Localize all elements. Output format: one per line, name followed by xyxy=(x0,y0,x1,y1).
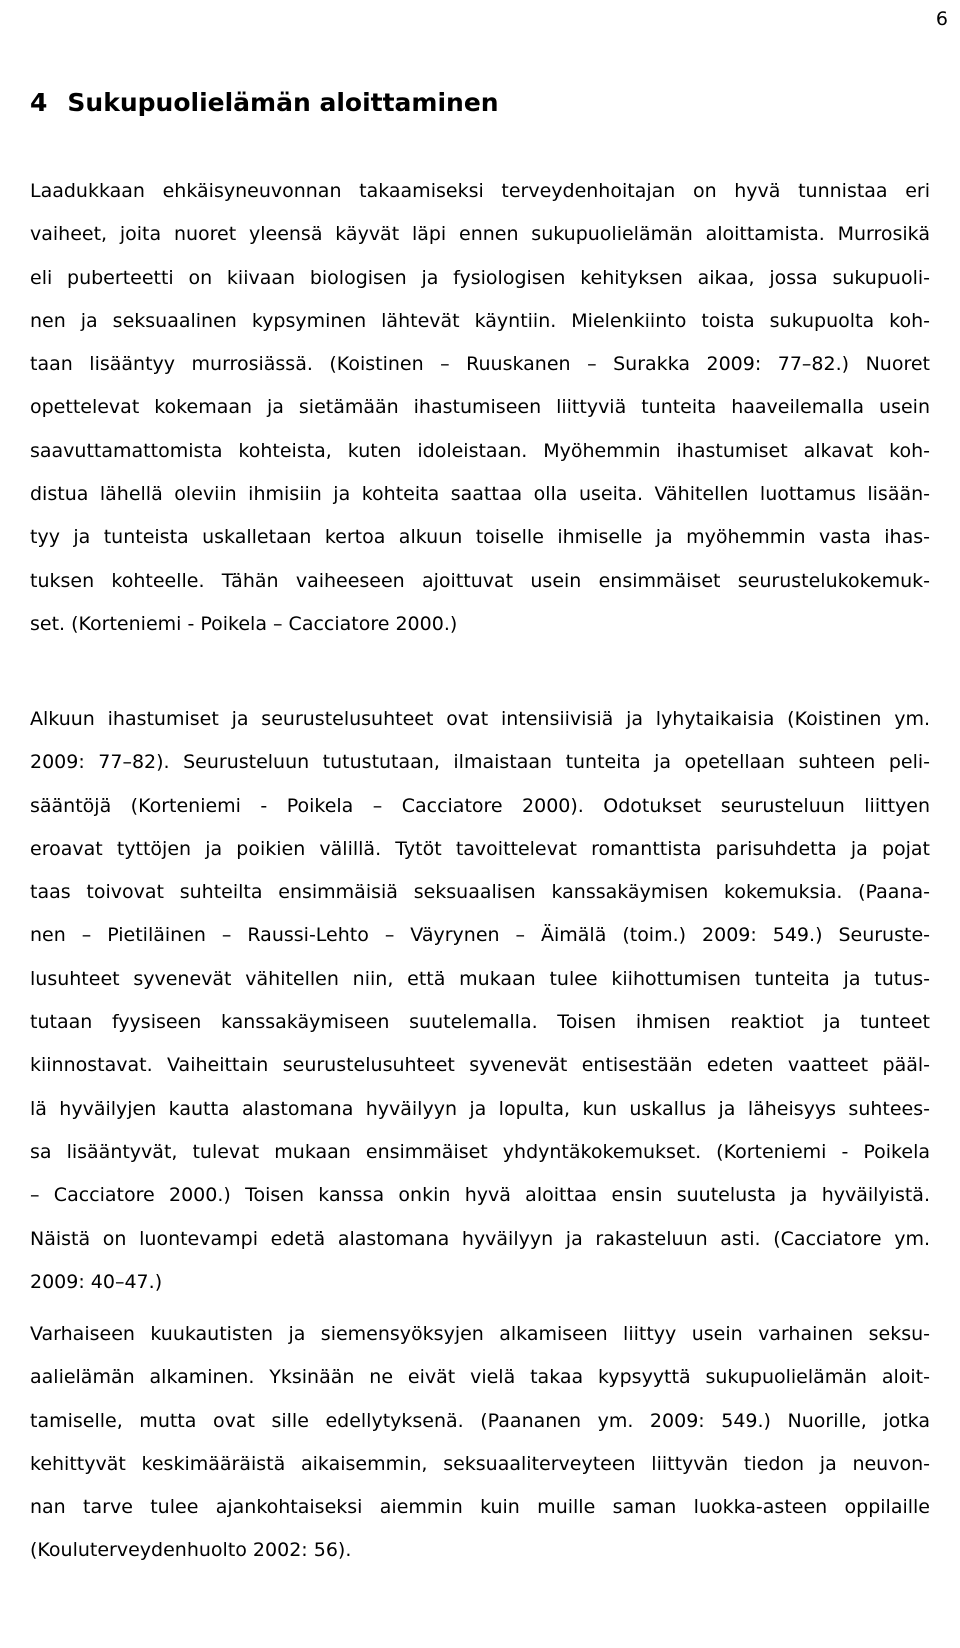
text-line: eli puberteetti on kiivaan biologisen ja fysiologisen kehityksen aikaa, jossa sukupuoli- xyxy=(30,266,930,289)
text-line: opettelevat kokemaan ja sietämään ihastumiseen liittyviä tunteita haaveilemalla usein xyxy=(30,396,930,419)
page-number: 6 xyxy=(935,8,948,30)
text-line: 2009: 77–82). Seurusteluun tutustutaan, ilmaistaan tunteita ja opetellaan suhteen peli- xyxy=(30,751,930,774)
paragraph xyxy=(30,1313,930,1573)
paragraph xyxy=(30,698,930,1304)
text-line: tuksen kohteelle. Tähän vaiheeseen ajoittuvat usein ensimmäiset seurustelukokemuk- xyxy=(30,569,930,592)
text-line: set. (Korteniemi - Poikela – Cacciatore 2000.) xyxy=(30,612,458,635)
text-line: Laadukkaan ehkäisyneuvonnan takaamiseksi terveydenhoitajan on hyvä tunnistaa eri xyxy=(30,180,930,202)
text-line: aalielämän alkaminen. Yksinään ne eivät vielä takaa kypsyyttä sukupuolielämän aloit- xyxy=(30,1366,930,1389)
text-line: nen – Pietiläinen – Raussi-Lehto – Väyrynen – Äimälä (toim.) 2009: 549.) Seuruste- xyxy=(30,924,930,947)
text-line: taas toivovat suhteilta ensimmäisiä seksuaalisen kanssakäymisen kokemuksia. (Paana- xyxy=(30,881,930,904)
text-line: kehittyvät keskimääräistä aikaisemmin, seksuaaliterveyteen liittyvän tiedon ja neuvon- xyxy=(30,1452,930,1475)
text-line: Alkuun ihastumiset ja seurustelusuhteet ovat intensiivisiä ja lyhytaikaisia (Koistinen ym. xyxy=(30,708,930,730)
text-line: lä hyväilyjen kautta alastomana hyväilyyn ja lopulta, kun uskallus ja läheisyys suhtees- xyxy=(30,1097,930,1120)
text-line: vaiheet, joita nuoret yleensä käyvät läpi ennen sukupuolielämän aloittamista. Murrosikä xyxy=(30,223,930,246)
text-line: saavuttamattomista kohteista, kuten idoleistaan. Myöhemmin ihastumiset alkavat koh- xyxy=(30,439,930,462)
text-line: tutaan fyysiseen kanssakäymiseen suutelemalla. Toisen ihmisen reaktiot ja tunteet xyxy=(30,1011,930,1034)
paragraph xyxy=(30,170,930,646)
text-line: 2009: 40–47.) xyxy=(30,1270,163,1293)
text-line: – Cacciatore 2000.) Toisen kanssa onkin hyvä aloittaa ensin suutelusta ja hyväilyistä. xyxy=(30,1184,930,1207)
text-line: sääntöjä (Korteniemi - Poikela – Cacciatore 2000). Odotukset seurusteluun liittyen xyxy=(30,794,930,817)
text-line: Näistä on luontevampi edetä alastomana hyväilyyn ja rakasteluun asti. (Cacciatore ym. xyxy=(30,1227,930,1250)
text-line: nan tarve tulee ajankohtaiseksi aiemmin kuin muille saman luokka-asteen oppilaille xyxy=(30,1496,930,1519)
text-line: taan lisääntyy murrosiässä. (Koistinen – Ruuskanen – Surakka 2009: 77–82.) Nuoret xyxy=(30,353,930,376)
section-title: Sukupuolielämän aloittaminen xyxy=(67,88,499,117)
text-line: kiinnostavat. Vaiheittain seurustelusuhteet syvenevät entisestään edeten vaatteet pääl- xyxy=(30,1054,930,1077)
text-line: Varhaiseen kuukautisten ja siemensyöksyjen alkamiseen liittyy usein varhainen seksu- xyxy=(30,1323,930,1345)
text-line: nen ja seksuaalinen kypsyminen lähtevät käyntiin. Mielenkiinto toista sukupuolta koh- xyxy=(30,309,930,332)
text-line: eroavat tyttöjen ja poikien välillä. Tytöt tavoittelevat romanttista parisuhdetta ja pojat xyxy=(30,837,930,860)
section-number: 4 xyxy=(30,88,48,117)
section-heading xyxy=(30,88,930,118)
text-line: lusuhteet syvenevät vähitellen niin, että mukaan tulee kiihottumisen tunteita ja tutus- xyxy=(30,967,930,990)
text-line: distua lähellä oleviin ihmisiin ja kohteita saattaa olla useita. Vähitellen luottamus lisään- xyxy=(30,483,930,506)
text-line: sa lisääntyvät, tulevat mukaan ensimmäiset yhdyntäkokemukset. (Korteniemi - Poikela xyxy=(30,1140,930,1163)
text-line: tyy ja tunteista uskalletaan kertoa alkuun toiselle ihmiselle ja myöhemmin vasta ihas- xyxy=(30,526,930,549)
text-line: tamiselle, mutta ovat sille edellytyksenä. (Paananen ym. 2009: 549.) Nuorille, jotka xyxy=(30,1409,930,1432)
text-line: (Kouluterveydenhuolto 2002: 56). xyxy=(30,1539,352,1562)
